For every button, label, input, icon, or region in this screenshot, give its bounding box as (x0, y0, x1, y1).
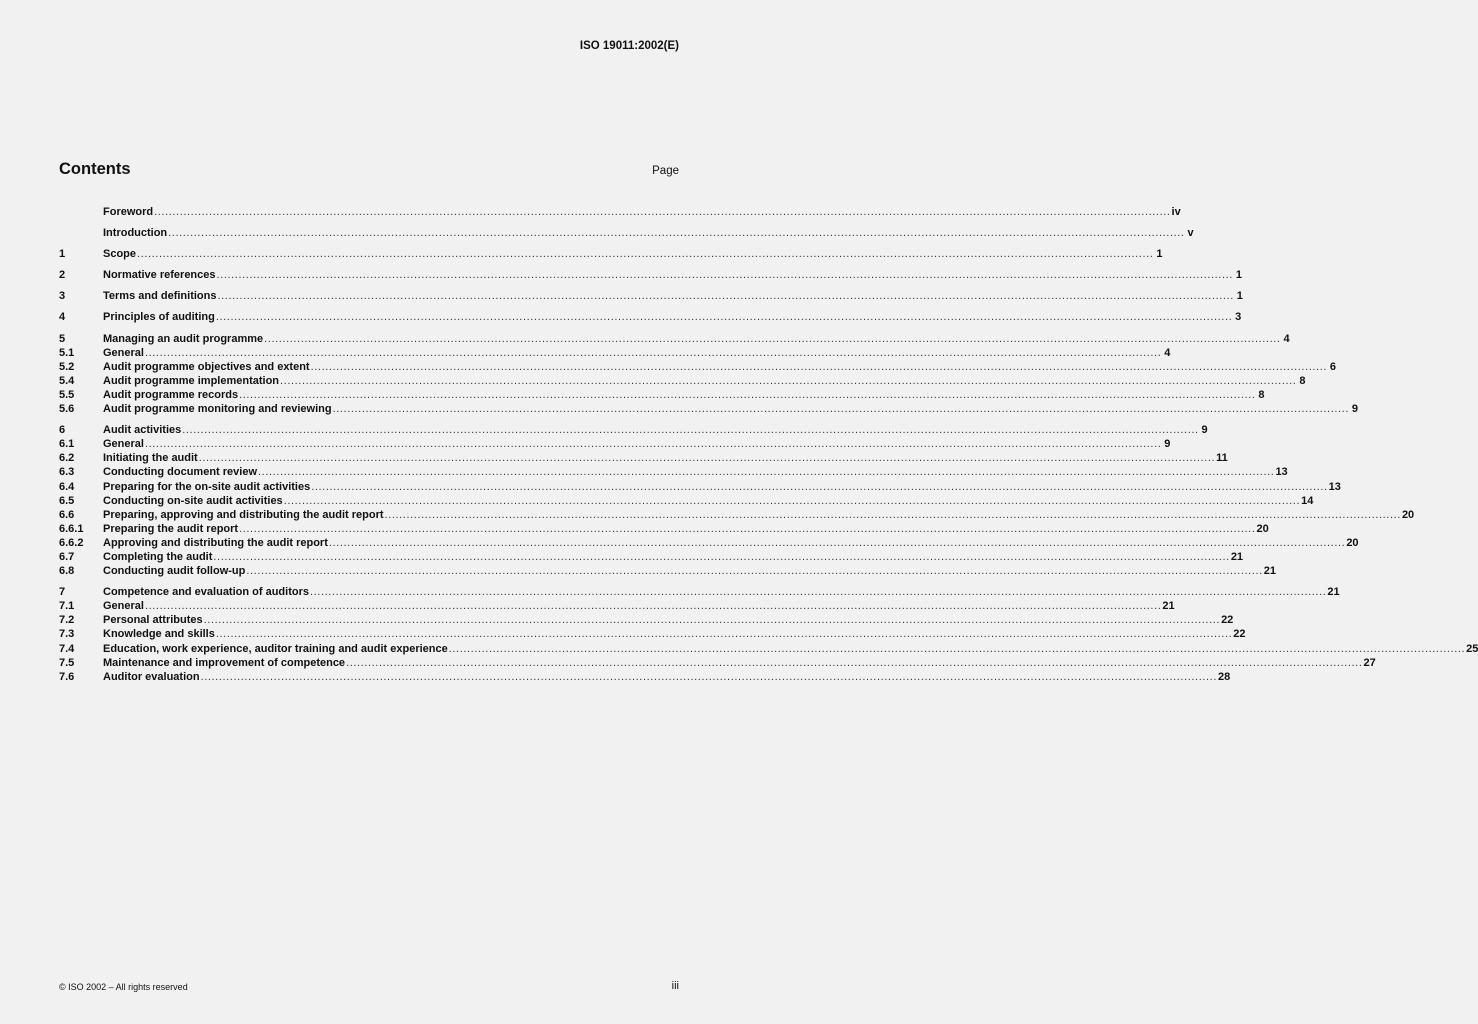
toc-entry[interactable] (59, 451, 1228, 465)
toc-entry[interactable] (59, 226, 1194, 240)
dot-leader (310, 585, 1326, 599)
toc-entry-number: 5.1 (59, 346, 75, 359)
dot-leader (258, 465, 1274, 479)
toc-entry-page: 28 (1217, 670, 1231, 683)
toc-entry-number: 5 (59, 332, 66, 345)
toc-entry-title[interactable]: Audit programme objectives and extent (103, 360, 310, 373)
copyright-notice: © ISO 2002 – All rights reserved (59, 982, 188, 992)
toc-entry-number: 6.6 (59, 508, 75, 521)
dot-leader (217, 268, 1233, 282)
toc-entry-page: 9 (1201, 424, 1208, 437)
dot-leader (329, 536, 1345, 550)
dot-leader (154, 205, 1170, 219)
toc-entry-page: 21 (1327, 586, 1340, 599)
toc-entry-number: 6.4 (59, 480, 75, 493)
dot-leader (239, 388, 1255, 402)
dot-leader (199, 451, 1215, 465)
toc-entry[interactable] (59, 268, 1242, 282)
toc-entry[interactable] (59, 508, 1415, 522)
toc-entry-title[interactable]: Audit programme records (103, 388, 239, 401)
toc-entry-page: 1 (1236, 290, 1243, 303)
toc-entry[interactable] (59, 480, 1341, 494)
toc-entry-number: 1 (59, 248, 66, 261)
toc-entry-number: 6.5 (59, 494, 75, 507)
toc-entry-number: 7.4 (59, 642, 75, 655)
toc-group (59, 247, 1163, 261)
toc-entry[interactable] (59, 332, 1290, 346)
dot-leader (246, 564, 1262, 578)
toc-entry-number: 6.7 (59, 550, 75, 563)
toc-entry-page: 21 (1230, 550, 1244, 563)
toc-entry-page: 25 (1466, 642, 1478, 655)
toc-entry[interactable] (59, 437, 1171, 451)
toc-entry-number: 5.5 (59, 388, 75, 401)
toc-entry-page: 11 (1216, 452, 1228, 465)
toc-entry-page: 21 (1263, 565, 1277, 578)
toc-entry-page: 1 (1235, 269, 1242, 282)
toc-entry-page: 13 (1328, 480, 1341, 493)
toc-entry[interactable] (59, 494, 1314, 508)
toc-group (59, 289, 1243, 303)
toc-entry-title[interactable]: Scope (103, 248, 137, 261)
toc-entry[interactable] (59, 642, 1478, 656)
toc-entry-title[interactable]: Conducting audit follow-up (103, 565, 246, 578)
toc-entry-title[interactable]: General (103, 600, 144, 613)
table-of-contents (59, 205, 1478, 691)
toc-entry-title[interactable]: Audit programme implementation (103, 374, 280, 387)
toc-entry-page: 20 (1401, 508, 1415, 521)
dot-leader (217, 289, 1233, 303)
toc-entry-title[interactable]: Audit programme monitoring and reviewing (103, 403, 332, 416)
toc-entry-page: 22 (1221, 614, 1234, 627)
dot-leader (346, 656, 1362, 670)
toc-entry-page: 22 (1233, 628, 1246, 641)
toc-entry[interactable] (59, 247, 1163, 261)
toc-group (59, 268, 1242, 282)
toc-entry-title[interactable]: Maintenance and improvement of competence (103, 656, 346, 669)
toc-entry-number: 7 (59, 586, 66, 599)
toc-entry-number: 5.6 (59, 403, 75, 416)
toc-entry[interactable] (59, 522, 1269, 536)
page-column-label: Page (652, 165, 679, 177)
toc-entry-title[interactable]: Principles of auditing (103, 311, 215, 324)
toc-entry-title[interactable]: Education, work experience, auditor training and audit experience (103, 642, 448, 655)
toc-entry-number: 6.2 (59, 452, 75, 465)
toc-entry-title[interactable]: Preparing for the on-site audit activities (103, 480, 311, 493)
contents-heading: Contents (59, 160, 131, 178)
dot-leader (137, 247, 1153, 261)
toc-entry-title[interactable]: Competence and evaluation of auditors (103, 586, 309, 599)
toc-entry[interactable] (59, 388, 1265, 402)
toc-entry-number: 6 (59, 424, 66, 437)
dot-leader (145, 437, 1161, 451)
toc-entry-title[interactable]: Foreword (103, 206, 154, 218)
toc-group (59, 226, 1194, 240)
toc-entry-page: 9 (1351, 403, 1358, 416)
toc-entry-page: 8 (1299, 374, 1306, 387)
toc-entry[interactable] (59, 656, 1376, 670)
dot-leader (182, 423, 1198, 437)
toc-entry-number: 7.1 (59, 600, 75, 613)
page-number: iii (671, 980, 679, 992)
toc-entry-page: iv (1171, 206, 1181, 218)
toc-entry[interactable] (59, 585, 1340, 599)
dot-leader (280, 374, 1296, 388)
toc-entry[interactable] (59, 613, 1234, 627)
toc-entry-page: 1 (1156, 248, 1163, 261)
toc-entry-title[interactable]: Knowledge and skills (103, 628, 215, 641)
document-id: ISO 19011:2002(E) (579, 40, 679, 52)
toc-entry-number: 7.6 (59, 670, 75, 683)
toc-entry[interactable] (59, 289, 1243, 303)
toc-entry[interactable] (59, 402, 1358, 416)
toc-entry[interactable] (59, 310, 1242, 324)
toc-entry-number: 2 (59, 269, 66, 282)
toc-group (59, 205, 1181, 219)
dot-leader (385, 508, 1401, 522)
toc-entry-number: 6.6.1 (59, 522, 84, 535)
dot-leader (168, 226, 1184, 240)
toc-entry-page: 13 (1275, 466, 1288, 479)
toc-entry-page: 3 (1235, 311, 1242, 324)
toc-entry-number: 7.2 (59, 614, 75, 627)
toc-entry-title[interactable]: General (103, 438, 144, 451)
toc-entry[interactable] (59, 536, 1359, 550)
toc-entry[interactable] (59, 360, 1337, 374)
toc-entry[interactable] (59, 627, 1246, 641)
toc-entry-title[interactable]: General (103, 346, 144, 359)
dot-leader (449, 642, 1465, 656)
dot-leader (333, 402, 1349, 416)
toc-entry[interactable] (59, 599, 1175, 613)
dot-leader (204, 613, 1220, 627)
toc-entry-page: v (1187, 227, 1194, 240)
toc-entry[interactable] (59, 346, 1171, 360)
toc-entry-title[interactable]: Preparing, approving and distributing the audit report (103, 508, 384, 521)
toc-entry-page: 20 (1256, 522, 1269, 535)
toc-entry-page: 20 (1346, 536, 1359, 549)
dot-leader (311, 360, 1327, 374)
toc-entry-page: 9 (1164, 438, 1171, 451)
toc-entry-page: 6 (1329, 360, 1337, 373)
toc-entry-number: 6.1 (59, 438, 75, 451)
toc-entry-title[interactable]: Completing the audit (103, 550, 213, 563)
toc-group (59, 332, 1358, 417)
toc-entry-title[interactable]: Introduction (103, 227, 168, 240)
toc-entry-title[interactable]: Approving and distributing the audit report (103, 536, 328, 549)
toc-entry-title[interactable]: Conducting document review (103, 466, 258, 479)
toc-entry[interactable] (59, 564, 1277, 578)
dot-leader (216, 627, 1232, 641)
dot-leader (264, 332, 1280, 346)
toc-entry-title[interactable]: Personal attributes (103, 614, 203, 627)
toc-entry-number: 5.4 (59, 374, 75, 387)
toc-entry[interactable] (59, 465, 1288, 479)
toc-entry-page: 4 (1164, 346, 1171, 359)
toc-entry-number: 6.6.2 (59, 536, 84, 549)
dot-leader (201, 670, 1217, 684)
toc-entry-title[interactable]: Audit activities (103, 424, 182, 437)
toc-entry-title[interactable]: Terms and definitions (103, 290, 217, 303)
dot-leader (145, 599, 1161, 613)
dot-leader (216, 310, 1232, 324)
toc-entry-page: 14 (1301, 494, 1314, 507)
toc-group (59, 585, 1478, 684)
dot-leader (284, 494, 1300, 508)
toc-entry[interactable] (59, 374, 1306, 388)
toc-entry-number: 7.3 (59, 628, 75, 641)
toc-entry-page: 27 (1363, 656, 1376, 669)
dot-leader (145, 346, 1161, 360)
toc-entry[interactable] (59, 423, 1208, 437)
dot-leader (311, 480, 1327, 494)
dot-leader (239, 522, 1255, 536)
toc-entry-number: 7.5 (59, 656, 75, 669)
toc-entry[interactable] (59, 550, 1244, 564)
dot-leader (213, 550, 1229, 564)
toc-entry-title[interactable]: Auditor evaluation (103, 670, 200, 683)
toc-entry-page: 8 (1258, 388, 1265, 401)
toc-entry[interactable] (59, 670, 1231, 684)
toc-group (59, 423, 1415, 578)
toc-entry-number: 3 (59, 290, 66, 303)
toc-entry-number: 5.2 (59, 360, 75, 373)
toc-entry-number: 6.3 (59, 466, 75, 479)
toc-entry-number: 6.8 (59, 565, 75, 578)
toc-entry-page: 4 (1283, 332, 1290, 345)
toc-entry[interactable] (59, 205, 1181, 219)
toc-entry-number: 4 (59, 311, 66, 324)
toc-entry-title[interactable]: Initiating the audit (103, 452, 198, 465)
toc-entry-title[interactable]: Normative references (103, 269, 216, 282)
toc-entry-page: 21 (1162, 600, 1175, 613)
toc-group (59, 310, 1242, 324)
toc-entry-title[interactable]: Conducting on-site audit activities (103, 494, 283, 507)
toc-entry-title[interactable]: Preparing the audit report (103, 522, 239, 535)
toc-entry-title[interactable]: Managing an audit programme (103, 332, 264, 345)
